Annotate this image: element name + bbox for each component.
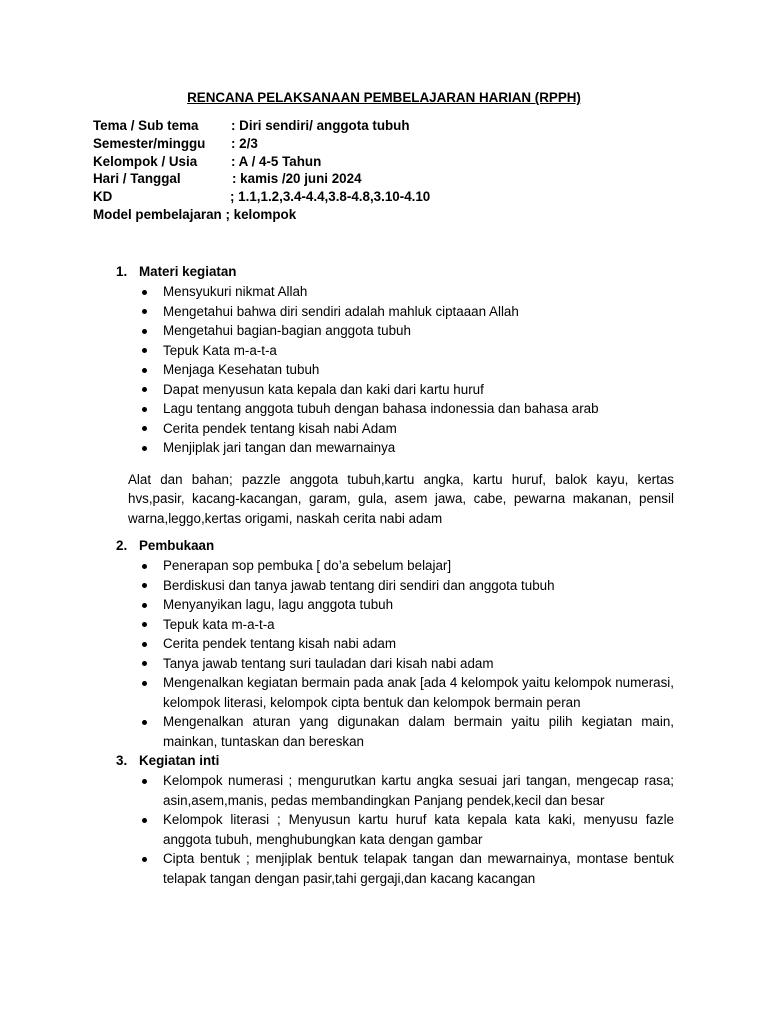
bullet-icon [142,779,147,784]
meta-label-kd: KD [93,189,113,205]
bullet-icon [142,368,147,373]
list-item: Tepuk Kata m-a-t-a [116,341,674,361]
section-number: 1. [116,264,128,279]
list-item: Tepuk kata m-a-t-a [116,615,674,635]
meta-label-semester: Semester/minggu [93,135,206,151]
meta-value-kelompok: : A / 4-5 Tahun [231,153,322,169]
bullet-icon [142,661,147,666]
bullet-list [116,556,674,751]
list-item: Kelompok literasi ; Menyusun kartu huruf kata kepala kata kaki, menyusu fazle anggota tubuh, menghubungkan kata dengan gambar [116,810,674,849]
bullet-icon [142,309,147,314]
bullet-icon [142,622,147,627]
meta-value-semester: : 2/3 [231,135,258,151]
list-item: Mengetahui bahwa diri sendiri adalah mahluk ciptaaan Allah [116,302,674,322]
bullet-icon [142,720,147,725]
section-pembukaan [116,536,674,751]
list-item: Menyanyikan lagu, lagu anggota tubuh [116,595,674,615]
bullet-icon [142,583,147,588]
section-title: Pembukaan [139,538,215,553]
list-item: Cipta bentuk ; menjiplak bentuk telapak tangan dan mewarnainya, montase bentuk telapak tangan dengan pasir,tahi gergaji,dan kacang kacangan [116,849,674,888]
meta-label-hari: Hari / Tanggal [93,171,181,187]
bullet-icon [142,642,147,647]
bullet-icon [142,348,147,353]
list-item: Tanya jawab tentang suri tauladan dari kisah nabi adam [116,654,674,674]
list-item: Mengenalkan aturan yang digunakan dalam bermain yaitu pilih kegiatan main, mainkan, tuntaskan dan bereskan [116,712,674,751]
section-number: 3. [116,753,128,768]
materials-paragraph: Alat dan bahan; pazzle anggota tubuh,kartu angka, kartu huruf, balok kayu, kertas hvs,pasir, kacang-kacangan, garam, gula, asem jawa, cabe, pewarna makanan, pensil warna,leggo,kertas origami, naskah cerita nabi adam [128,471,674,526]
list-item: Berdiskusi dan tanya jawab tentang diri sendiri dan anggota tubuh [116,576,674,596]
list-item: Mengenalkan kegiatan bermain pada anak [ada 4 kelompok yaitu kelompok numerasi, kelompok literasi, kelompok cipta bentuk dan kelompok bermain peran [116,673,674,712]
bullet-icon [142,564,147,569]
bullet-icon [142,290,147,295]
section-heading [116,751,674,771]
section-kegiatan-inti [116,751,674,888]
document-title: RENCANA PELAKSANAAN PEMBELAJARAN HARIAN (RPPH) [187,90,581,105]
list-item: Mengetahui bagian-bagian anggota tubuh [116,321,674,341]
section-title: Materi kegiatan [139,264,237,279]
bullet-icon [142,818,147,823]
bullet-icon [142,857,147,862]
bullet-icon [142,329,147,334]
section-heading [116,262,674,282]
bullet-icon [142,603,147,608]
list-item: Cerita pendek tentang kisah nabi adam [116,634,674,654]
section-heading [116,536,674,556]
meta-label-tema: Tema / Sub tema [93,118,199,133]
list-item: Kelompok numerasi ; mengurutkan kartu angka sesuai jari tangan, mengecap rasa; asin,asem,manis, pedas membandingkan Panjang pendek,kecil dan besar [116,771,674,810]
list-item: Cerita pendek tentang kisah nabi Adam [116,419,674,439]
section-materi-kegiatan [116,262,674,528]
section-number: 2. [116,538,128,553]
bullet-list [116,282,674,458]
list-item: Dapat menyusun kata kepala dan kaki dari kartu huruf [116,380,674,400]
bullet-icon [142,426,147,431]
meta-value-kd: ; 1.1,1.2,3.4-4.4,3.8-4.8,3.10-4.10 [230,189,431,205]
meta-value-tema: : Diri sendiri/ anggota tubuh [231,118,410,133]
list-item: Menjaga Kesehatan tubuh [116,360,674,380]
bullet-icon [142,407,147,412]
list-item: Penerapan sop pembuka [ do’a sebelum belajar] [116,556,674,576]
bullet-icon [142,387,147,392]
list-item: Mensyukuri nikmat Allah [116,282,674,302]
section-title: Kegiatan inti [139,753,220,768]
meta-value-hari: : kamis /20 juni 2024 [232,171,362,187]
bullet-icon [142,681,147,686]
bullet-icon [142,446,147,451]
meta-label-kelompok: Kelompok / Usia [93,153,198,169]
list-item: Menjiplak jari tangan dan mewarnainya [116,438,674,458]
list-item: Lagu tentang anggota tubuh dengan bahasa indonessia dan bahasa arab [116,399,674,419]
document-body [116,262,674,888]
bullet-list [116,771,674,888]
meta-model-text: Model pembelajaran ; kelompok [93,206,297,222]
